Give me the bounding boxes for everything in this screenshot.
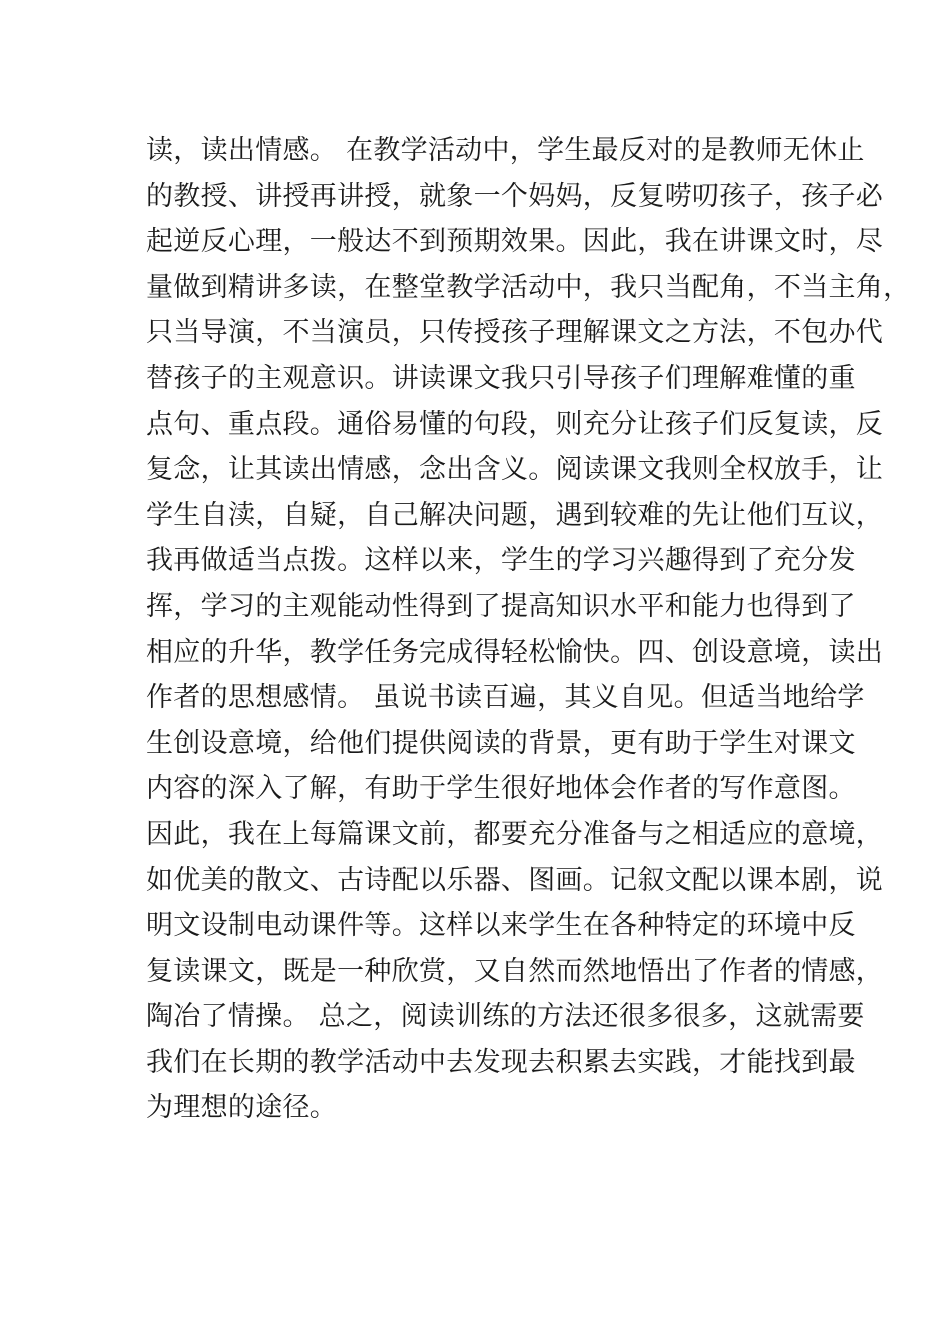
text-line: 相应的升华，教学任务完成得轻松愉快。四、创设意境，读出: [146, 636, 884, 668]
text-line: 生创设意境，给他们提供阅读的背景，更有助于学生对课文: [146, 727, 856, 759]
text-line: 复读课文，既是一种欣赏，又自然而然地悟出了作者的情感，: [146, 955, 884, 987]
text-line: 点句、重点段。通俗易懂的句段，则充分让孩子们反复读，反: [146, 408, 884, 440]
text-line: 读，读出情感。 在教学活动中，学生最反对的是教师无休止: [146, 135, 865, 166]
text-line: 作者的思想感情。 虽说书读百遍，其义自见。但适当地给学: [146, 682, 865, 714]
text-line: 量做到精讲多读，在整堂教学活动中，我只当配角，不当主角，: [146, 271, 911, 303]
text-line: 只当导演，不当演员，只传授孩子理解课文之方法，不包办代: [146, 317, 884, 349]
text-line: 陶冶了情操。 总之，阅读训练的方法还很多很多，这就需要: [146, 1001, 865, 1033]
text-line: 为理想的途径。: [146, 1092, 338, 1124]
text-line: 挥，学习的主观能动性得到了提高知识水平和能力也得到了: [146, 590, 856, 622]
body-text: [146, 128, 911, 1131]
text-line: 替孩子的主观意识。讲读课文我只引导孩子们理解难懂的重: [146, 362, 856, 394]
text-line: 内容的深入了解，有助于学生很好地体会作者的写作意图。: [146, 773, 856, 805]
text-line: 的教授、讲授再讲授，就象一个妈妈，反复唠叨孩子，孩子必: [146, 180, 884, 212]
text-line: 明文设制电动课件等。这样以来学生在各种特定的环境中反: [146, 910, 856, 942]
text-line: 复念，让其读出情感，念出含义。阅读课文我则全权放手，让: [146, 454, 884, 486]
text-line: 因此，我在上每篇课文前，都要充分准备与之相适应的意境，: [146, 818, 884, 850]
text-line: 如优美的散文、古诗配以乐器、图画。记叙文配以课本剧，说: [146, 864, 884, 896]
text-line: 起逆反心理，一般达不到预期效果。因此，我在讲课文时，尽: [146, 226, 884, 258]
text-line: 学生自渎，自疑，自己解决问题，遇到较难的先让他们互议，: [146, 499, 884, 531]
text-line: 我再做适当点拨。这样以来，学生的学习兴趣得到了充分发: [146, 545, 856, 577]
text-line: 我们在长期的教学活动中去发现去积累去实践，才能找到最: [146, 1046, 856, 1078]
